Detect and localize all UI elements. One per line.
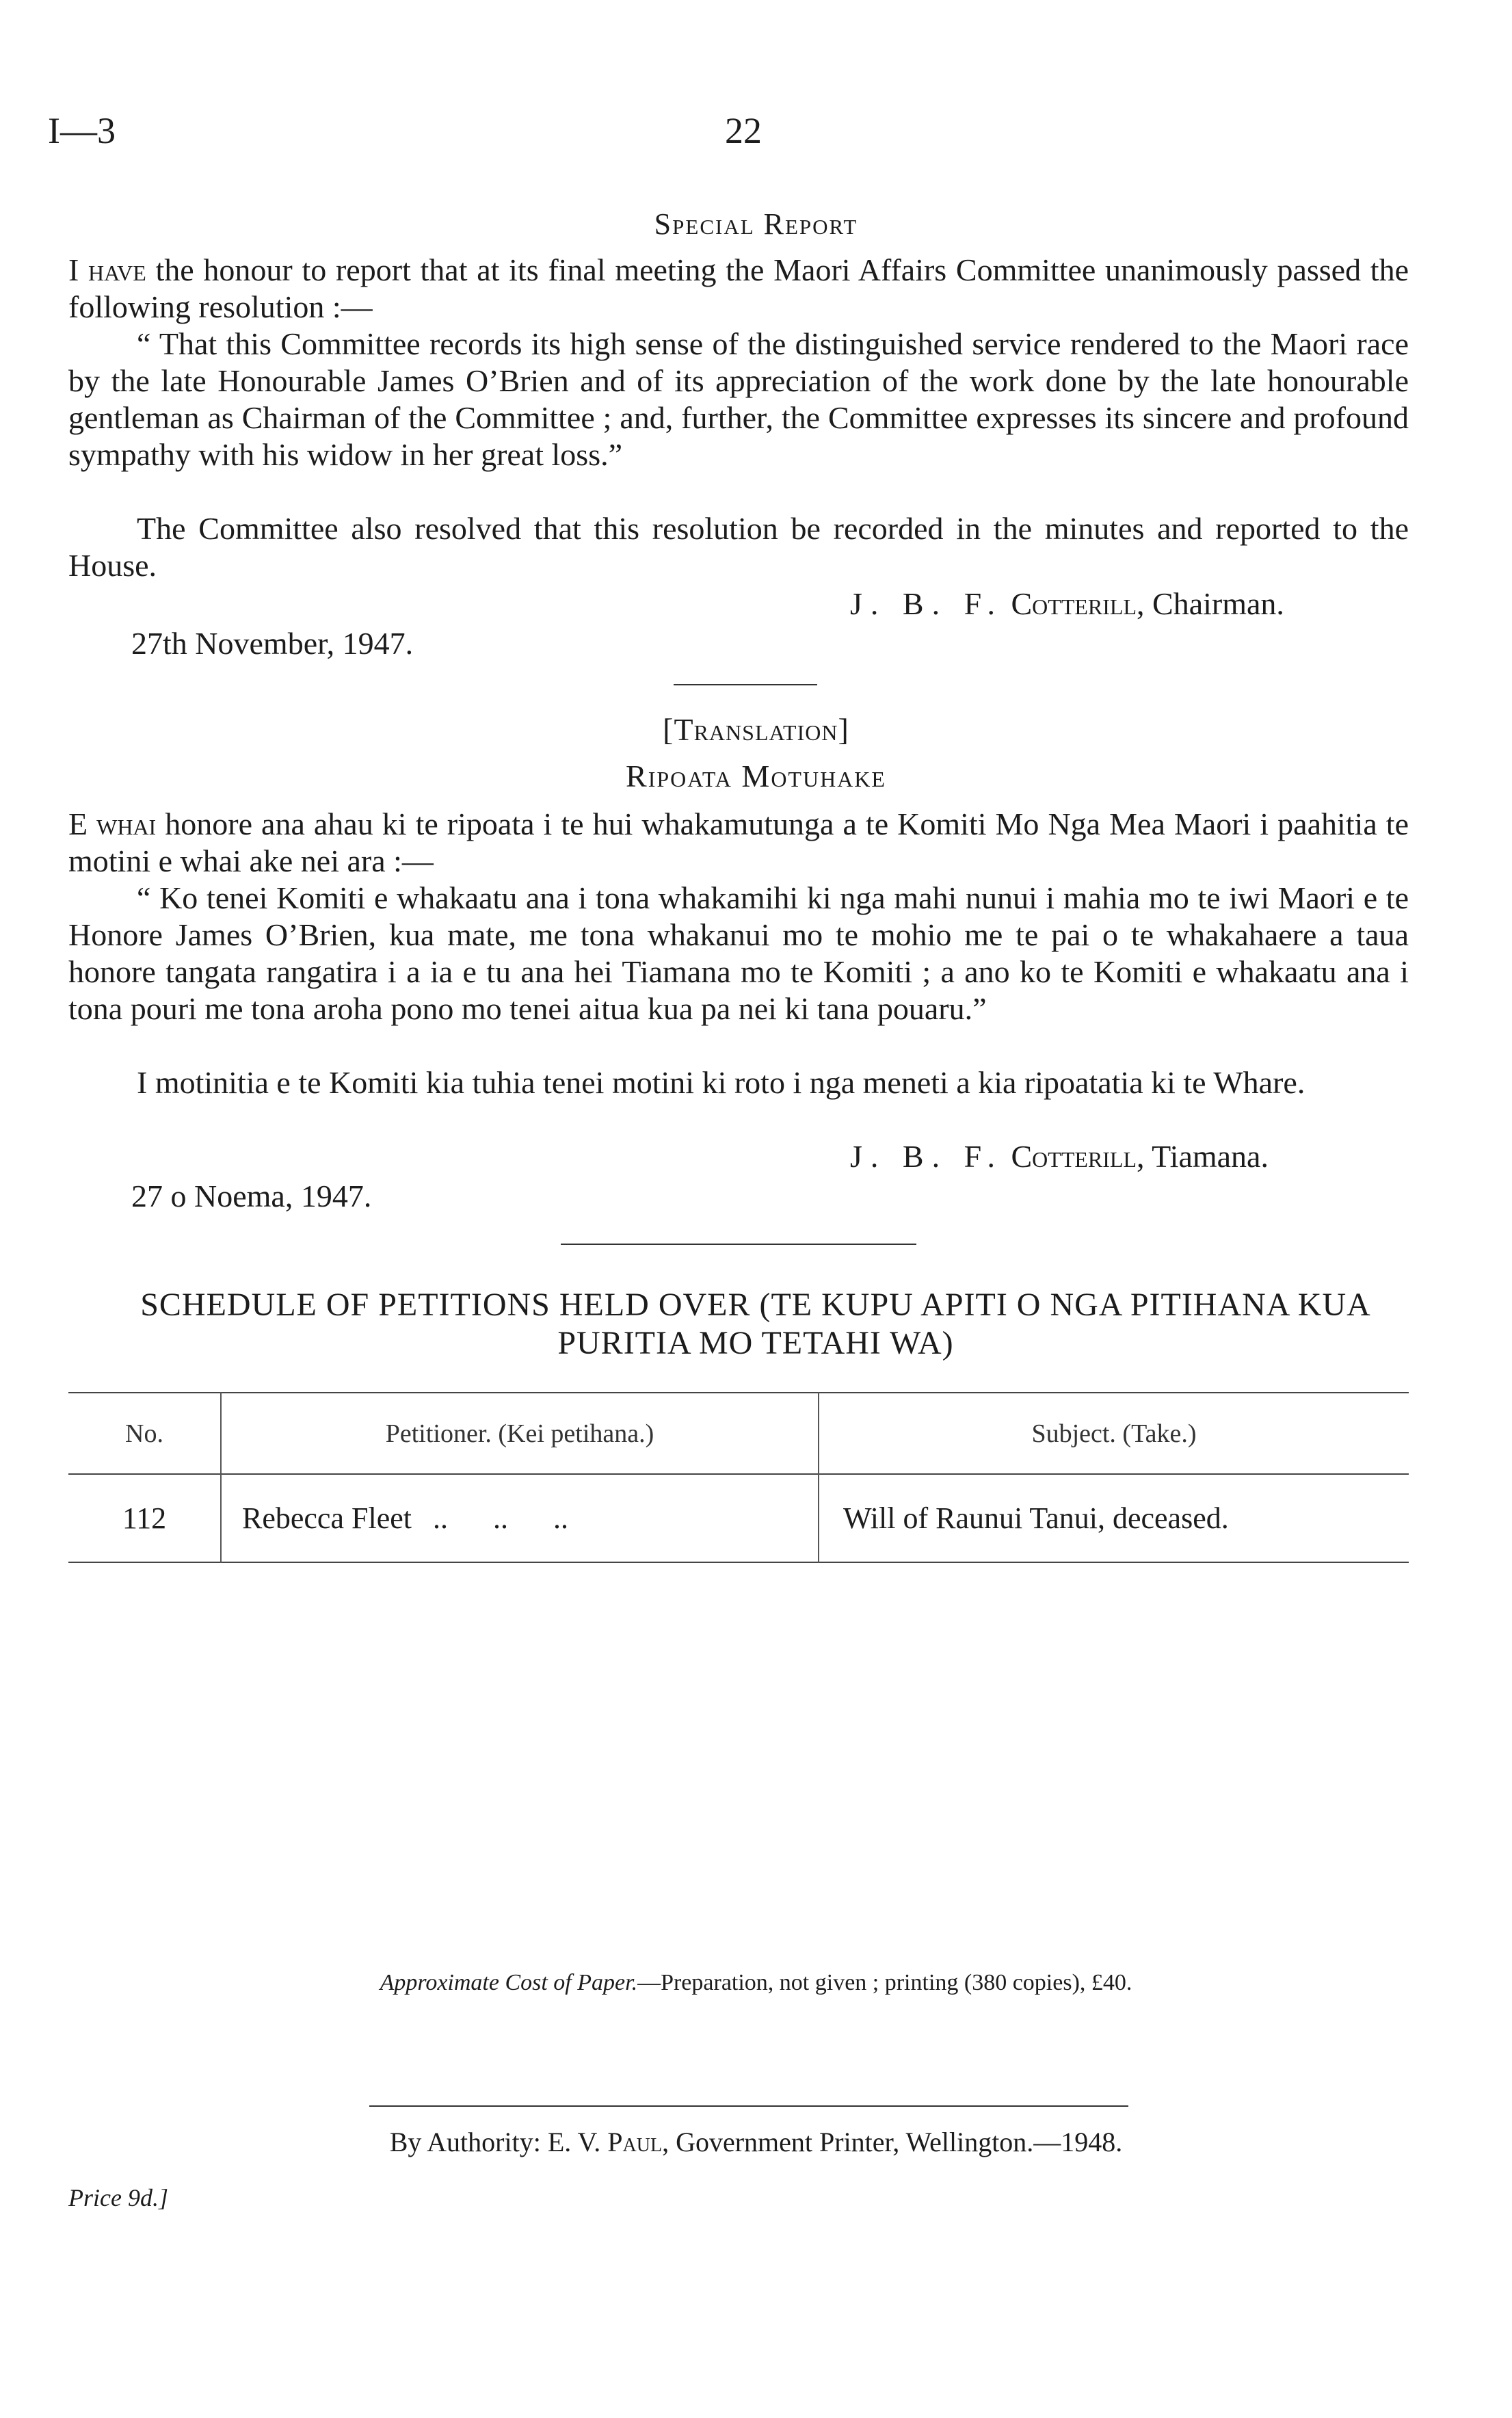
schedule-title: SCHEDULE OF PETITIONS HELD OVER (TE KUPU APITI O NGA PITIHANA KUA PURITIA MO TETAHI WA) — [140, 1287, 1371, 1361]
opening-smallcaps: I have — [68, 252, 146, 287]
cost-label: Approximate Cost of Paper. — [380, 1970, 638, 1995]
petitioner-cell — [221, 1474, 819, 1562]
translation-opening-smallcaps: E whai — [68, 806, 157, 841]
translation-resolution: “ Ko tenei Komiti e whakaatu ana i tona whakamihi ki nga mahi nunui i mahia mo te iwi Maori e te Honore James O’Brien, kua mate, me tona whakanui mo te mohio me te pai o te whakahaere a taua honore tangata rangatira i a ia e tu ana hei Tiamana mo te Komiti ; a ano ko te Komiti e whakaatu ana i tona pouri me tona aroha pono mo tenei aitua kua pa nei ki tana pouaru.” — [68, 880, 1409, 1026]
authority-line — [0, 2126, 1512, 2158]
cost-text: —Preparation, not given ; printing (380 copies), £40. — [637, 1970, 1132, 1995]
authority-rest: , Government Printer, Wellington.—1948. — [662, 2127, 1123, 2157]
page-number: 22 — [725, 110, 762, 151]
signatory-role: , Chairman. — [1137, 586, 1284, 621]
translation-closing: I motinitia e te Komiti kia tuhia tenei motini ki roto i nga meneti a kia ripoatatia ki te Whare. — [137, 1065, 1305, 1100]
translation-signature — [850, 1138, 1269, 1174]
section-divider — [674, 684, 817, 685]
authority-prefix: By Authority: E. V. — [389, 2127, 601, 2157]
special-report-date: 27th November, 1947. — [131, 626, 414, 661]
section-divider-2 — [561, 1244, 916, 1245]
translation-signatory-name: Cotterill — [1011, 1139, 1137, 1174]
petitions-table — [68, 1392, 1409, 1563]
dot-leader: .. .. .. — [432, 1501, 568, 1535]
authority-name: Paul — [607, 2127, 663, 2157]
table-row — [68, 1474, 1409, 1562]
special-report-resolution: “ That this Committee records its high sense of the distinguished service rendered to the Maori race by the late Honourable James O’Brien and of its appreciation of the work done by the late honourable gentleman as Chairman of the Committee ; and, further, the Committee expresses its sincere and profound sympathy with his widow in her great loss.” — [68, 326, 1409, 472]
special-report-title: Special Report — [654, 207, 858, 241]
special-report-signature — [850, 586, 1284, 622]
petition-number: 112 — [122, 1501, 167, 1535]
column-header-petitioner: Petitioner. (Kei petihana.) — [221, 1393, 819, 1474]
cost-note — [0, 1970, 1512, 1996]
translation-signatory-role: , Tiamana. — [1137, 1139, 1269, 1174]
table-header-row — [68, 1393, 1409, 1474]
signatory-initials: J. B. F. — [850, 586, 1003, 621]
document-reference: I—3 — [48, 110, 116, 151]
translation-signatory-initials: J. B. F. — [850, 1139, 1003, 1174]
price: Price 9d.] — [68, 2184, 168, 2211]
translation-date: 27 o Noema, 1947. — [131, 1179, 372, 1213]
translation-label: [Translation] — [663, 712, 849, 747]
translation-opening-text: honore ana ahau ki te ripoata i te hui whakamutunga a te Komiti Mo Nga Mea Maori i paahitia te motini e whai ake nei ara :— — [68, 806, 1409, 878]
translation-title: Ripoata Motuhake — [626, 759, 886, 793]
column-header-no: No. — [125, 1419, 163, 1448]
footer-divider — [369, 2105, 1128, 2107]
translation-opening — [68, 806, 1409, 880]
signatory-name: Cotterill — [1011, 586, 1137, 621]
petition-subject: Will of Raunui Tanui, deceased. — [819, 1474, 1409, 1562]
opening-text: the honour to report that at its final meeting the Maori Affairs Committee unanimously passed the following resolution :— — [68, 252, 1409, 324]
petitioner-name: Rebecca Fleet — [242, 1501, 412, 1535]
special-report-opening — [68, 252, 1409, 326]
column-header-subject: Subject. (Take.) — [819, 1393, 1409, 1474]
special-report-closing: The Committee also resolved that this resolution be recorded in the minutes and reported to the House. — [68, 511, 1409, 583]
